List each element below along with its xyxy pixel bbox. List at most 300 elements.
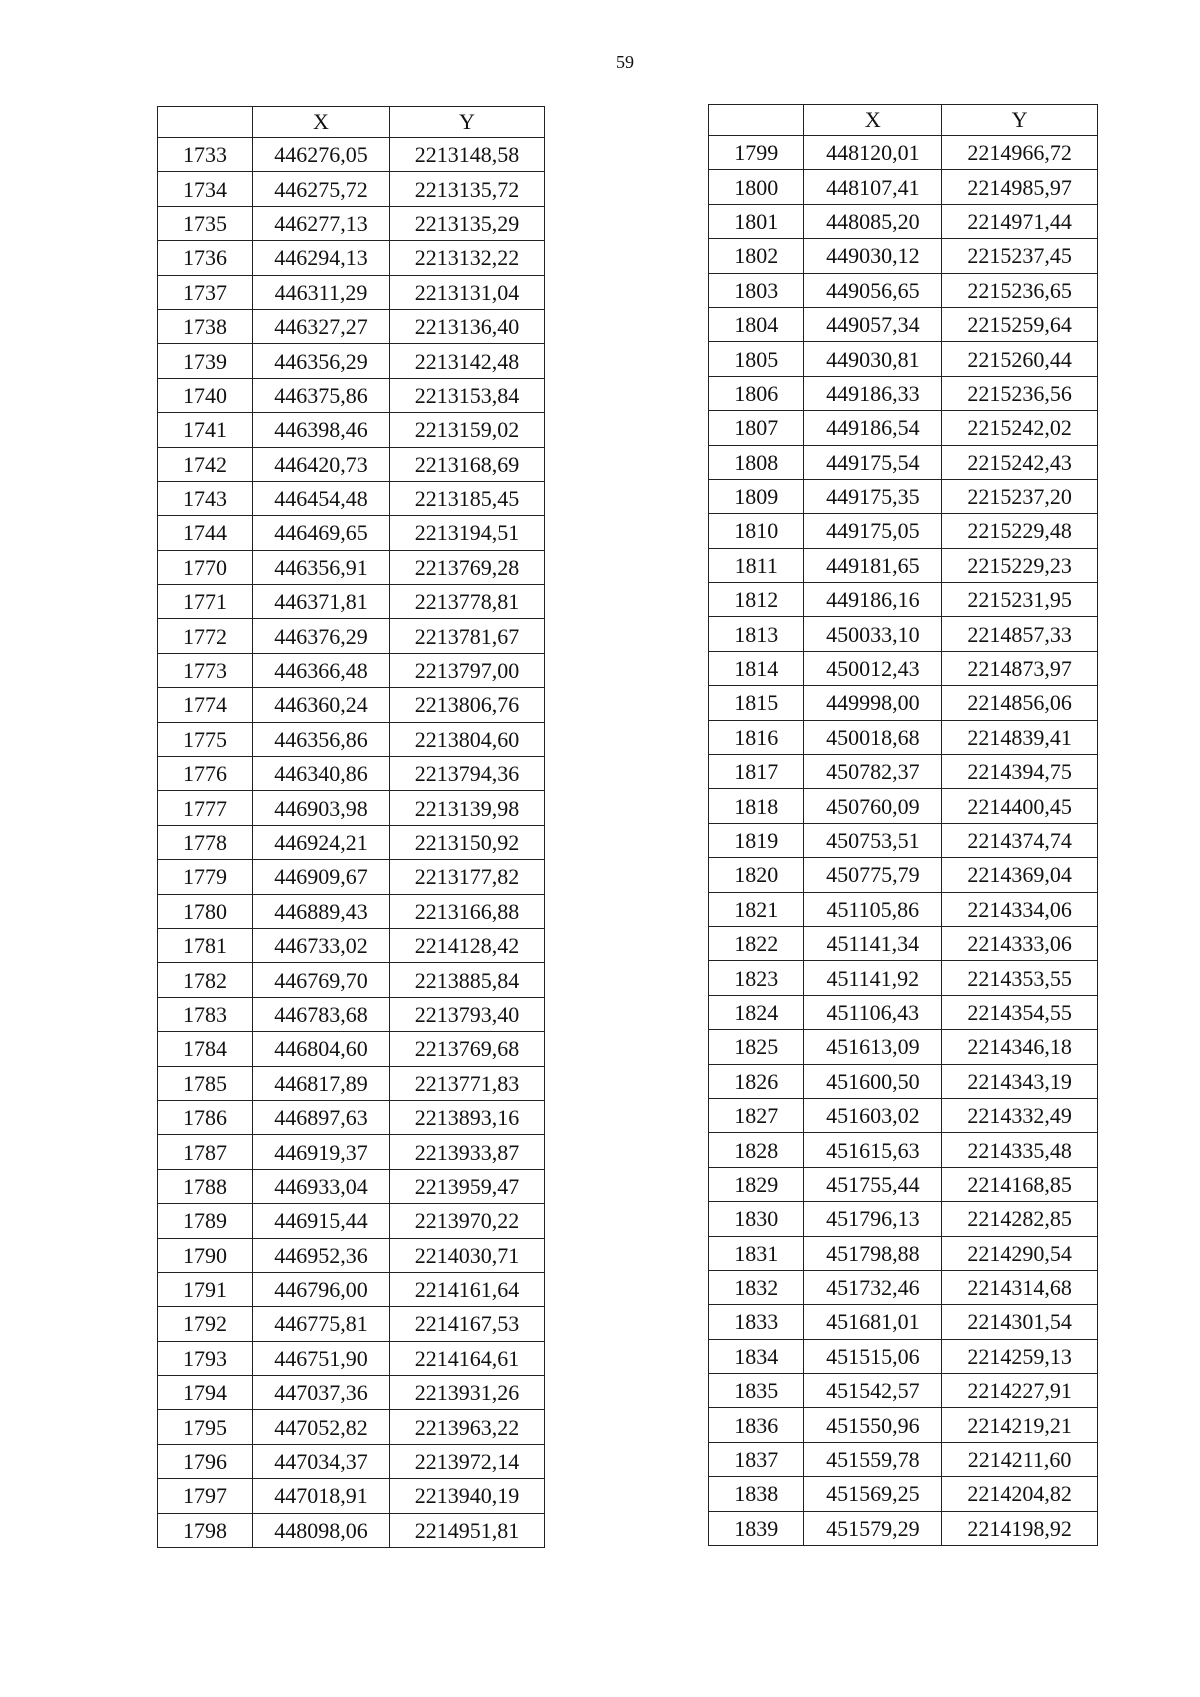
- point-number-cell: 1742: [158, 447, 253, 481]
- y-coordinate-cell: 2215260,44: [942, 342, 1098, 376]
- table-row: [158, 1032, 545, 1066]
- point-number-cell: 1802: [709, 239, 804, 273]
- table-row: [709, 1374, 1098, 1408]
- point-number-cell: 1809: [709, 479, 804, 513]
- y-coordinate-cell: 2213806,76: [390, 688, 545, 722]
- table-row: [709, 445, 1098, 479]
- table-header-row: [158, 107, 545, 138]
- table-row: [709, 961, 1098, 995]
- x-coordinate-cell: 449186,33: [804, 376, 942, 410]
- y-coordinate-cell: 2214394,75: [942, 755, 1098, 789]
- table-row: [158, 791, 545, 825]
- point-number-cell: 1823: [709, 961, 804, 995]
- x-coordinate-cell: 450012,43: [804, 651, 942, 685]
- table-row: [709, 1098, 1098, 1132]
- point-number-cell: 1821: [709, 892, 804, 926]
- y-coordinate-cell: 2213931,26: [390, 1376, 545, 1410]
- y-coordinate-cell: 2213166,88: [390, 894, 545, 928]
- x-coordinate-cell: 451141,92: [804, 961, 942, 995]
- point-number-cell: 1803: [709, 273, 804, 307]
- x-coordinate-cell: 449186,54: [804, 411, 942, 445]
- x-coordinate-cell: 446420,73: [253, 447, 390, 481]
- y-coordinate-cell: 2213771,83: [390, 1066, 545, 1100]
- table-row: [709, 858, 1098, 892]
- y-coordinate-cell: 2213194,51: [390, 516, 545, 550]
- x-coordinate-cell: 449030,81: [804, 342, 942, 376]
- point-number-cell: 1801: [709, 204, 804, 238]
- x-coordinate-cell: 449057,34: [804, 307, 942, 341]
- point-number-cell: 1787: [158, 1135, 253, 1169]
- table-row: [158, 1238, 545, 1272]
- table-row: [709, 892, 1098, 926]
- table-row: [158, 963, 545, 997]
- table-row: [709, 1133, 1098, 1167]
- table-row: [709, 239, 1098, 273]
- x-coordinate-cell: 451106,43: [804, 995, 942, 1029]
- table-row: [709, 411, 1098, 445]
- point-number-cell: 1741: [158, 413, 253, 447]
- table-row: [709, 1442, 1098, 1476]
- table-row: [158, 309, 545, 343]
- y-coordinate-cell: 2213940,19: [390, 1479, 545, 1513]
- x-coordinate-cell: 446733,02: [253, 928, 390, 962]
- x-coordinate-cell: 449175,05: [804, 514, 942, 548]
- y-coordinate-cell: 2215229,23: [942, 548, 1098, 582]
- x-coordinate-cell: 449030,12: [804, 239, 942, 273]
- y-coordinate-cell: 2213972,14: [390, 1444, 545, 1478]
- table-row: [158, 619, 545, 653]
- table-row: [158, 688, 545, 722]
- y-coordinate-cell: 2213185,45: [390, 481, 545, 515]
- table-row: [709, 1270, 1098, 1304]
- column-header-x: X: [804, 105, 942, 136]
- x-coordinate-cell: 446398,46: [253, 413, 390, 447]
- y-coordinate-cell: 2213804,60: [390, 722, 545, 756]
- table-row: [709, 583, 1098, 617]
- x-coordinate-cell: 451798,88: [804, 1236, 942, 1270]
- y-coordinate-cell: 2213132,22: [390, 241, 545, 275]
- point-number-cell: 1779: [158, 860, 253, 894]
- table-row: [709, 307, 1098, 341]
- y-coordinate-cell: 2215236,65: [942, 273, 1098, 307]
- y-coordinate-cell: 2213136,40: [390, 309, 545, 343]
- point-number-cell: 1800: [709, 170, 804, 204]
- table-row: [158, 550, 545, 584]
- point-number-cell: 1798: [158, 1513, 253, 1547]
- x-coordinate-cell: 450782,37: [804, 755, 942, 789]
- x-coordinate-cell: 451579,29: [804, 1511, 942, 1545]
- point-number-cell: 1744: [158, 516, 253, 550]
- x-coordinate-cell: 446952,36: [253, 1238, 390, 1272]
- x-coordinate-cell: 451550,96: [804, 1408, 942, 1442]
- x-coordinate-cell: 446356,91: [253, 550, 390, 584]
- y-coordinate-cell: 2214346,18: [942, 1030, 1098, 1064]
- y-coordinate-cell: 2214168,85: [942, 1167, 1098, 1201]
- table-row: [709, 273, 1098, 307]
- x-coordinate-cell: 446751,90: [253, 1341, 390, 1375]
- table-row: [709, 1030, 1098, 1064]
- point-number-cell: 1806: [709, 376, 804, 410]
- y-coordinate-cell: 2214290,54: [942, 1236, 1098, 1270]
- point-number-cell: 1735: [158, 206, 253, 240]
- y-coordinate-cell: 2213794,36: [390, 757, 545, 791]
- x-coordinate-cell: 446915,44: [253, 1204, 390, 1238]
- y-coordinate-cell: 2215242,02: [942, 411, 1098, 445]
- table-row: [158, 1100, 545, 1134]
- x-coordinate-cell: 446769,70: [253, 963, 390, 997]
- table-row: [158, 860, 545, 894]
- y-coordinate-cell: 2215237,20: [942, 479, 1098, 513]
- x-coordinate-cell: 446375,86: [253, 378, 390, 412]
- y-coordinate-cell: 2214227,91: [942, 1374, 1098, 1408]
- point-number-cell: 1819: [709, 823, 804, 857]
- point-number-cell: 1811: [709, 548, 804, 582]
- y-coordinate-cell: 2213153,84: [390, 378, 545, 412]
- y-coordinate-cell: 2213893,16: [390, 1100, 545, 1134]
- column-header-y: Y: [390, 107, 545, 138]
- x-coordinate-cell: 449175,54: [804, 445, 942, 479]
- point-number-cell: 1770: [158, 550, 253, 584]
- point-number-cell: 1796: [158, 1444, 253, 1478]
- x-coordinate-cell: 446327,27: [253, 309, 390, 343]
- point-number-cell: 1736: [158, 241, 253, 275]
- y-coordinate-cell: 2213963,22: [390, 1410, 545, 1444]
- point-number-cell: 1777: [158, 791, 253, 825]
- y-coordinate-cell: 2213139,98: [390, 791, 545, 825]
- y-coordinate-cell: 2214164,61: [390, 1341, 545, 1375]
- point-number-cell: 1816: [709, 720, 804, 754]
- x-coordinate-cell: 446897,63: [253, 1100, 390, 1134]
- table-row: [158, 1513, 545, 1547]
- x-coordinate-cell: 446919,37: [253, 1135, 390, 1169]
- y-coordinate-cell: 2214334,06: [942, 892, 1098, 926]
- point-number-cell: 1778: [158, 825, 253, 859]
- point-number-cell: 1817: [709, 755, 804, 789]
- x-coordinate-cell: 447018,91: [253, 1479, 390, 1513]
- y-coordinate-cell: 2214198,92: [942, 1511, 1098, 1545]
- y-coordinate-cell: 2214857,33: [942, 617, 1098, 651]
- y-coordinate-cell: 2215237,45: [942, 239, 1098, 273]
- y-coordinate-cell: 2215229,48: [942, 514, 1098, 548]
- point-number-cell: 1815: [709, 686, 804, 720]
- table-row: [158, 172, 545, 206]
- x-coordinate-cell: 446469,65: [253, 516, 390, 550]
- x-coordinate-cell: 451542,57: [804, 1374, 942, 1408]
- point-number-cell: 1831: [709, 1236, 804, 1270]
- table-row: [709, 204, 1098, 238]
- point-number-cell: 1829: [709, 1167, 804, 1201]
- table-row: [709, 1339, 1098, 1373]
- point-number-cell: 1805: [709, 342, 804, 376]
- point-number-cell: 1835: [709, 1374, 804, 1408]
- point-number-cell: 1792: [158, 1307, 253, 1341]
- column-header-point: [709, 105, 804, 136]
- table-row: [709, 1236, 1098, 1270]
- table-row: [158, 1307, 545, 1341]
- point-number-cell: 1790: [158, 1238, 253, 1272]
- y-coordinate-cell: 2214839,41: [942, 720, 1098, 754]
- point-number-cell: 1794: [158, 1376, 253, 1410]
- point-number-cell: 1776: [158, 757, 253, 791]
- table-row: [709, 1477, 1098, 1511]
- point-number-cell: 1738: [158, 309, 253, 343]
- y-coordinate-cell: 2213793,40: [390, 997, 545, 1031]
- point-number-cell: 1830: [709, 1202, 804, 1236]
- x-coordinate-cell: 451681,01: [804, 1305, 942, 1339]
- x-coordinate-cell: 451732,46: [804, 1270, 942, 1304]
- table-row: [158, 413, 545, 447]
- column-header-point: [158, 107, 253, 138]
- point-number-cell: 1799: [709, 136, 804, 170]
- y-coordinate-cell: 2214333,06: [942, 926, 1098, 960]
- x-coordinate-cell: 447037,36: [253, 1376, 390, 1410]
- table-row: [158, 1272, 545, 1306]
- point-number-cell: 1788: [158, 1169, 253, 1203]
- x-coordinate-cell: 446275,72: [253, 172, 390, 206]
- y-coordinate-cell: 2214353,55: [942, 961, 1098, 995]
- coordinates-table-left: [157, 106, 545, 1548]
- point-number-cell: 1771: [158, 585, 253, 619]
- point-number-cell: 1822: [709, 926, 804, 960]
- point-number-cell: 1828: [709, 1133, 804, 1167]
- table-row: [158, 1410, 545, 1444]
- y-coordinate-cell: 2213778,81: [390, 585, 545, 619]
- table-row: [709, 376, 1098, 410]
- table-row: [158, 344, 545, 378]
- table-row: [158, 275, 545, 309]
- table-row: [158, 653, 545, 687]
- y-coordinate-cell: 2213148,58: [390, 138, 545, 172]
- point-number-cell: 1836: [709, 1408, 804, 1442]
- y-coordinate-cell: 2215259,64: [942, 307, 1098, 341]
- y-coordinate-cell: 2213131,04: [390, 275, 545, 309]
- table-row: [709, 1305, 1098, 1339]
- point-number-cell: 1834: [709, 1339, 804, 1373]
- point-number-cell: 1775: [158, 722, 253, 756]
- table-row: [709, 136, 1098, 170]
- x-coordinate-cell: 451613,09: [804, 1030, 942, 1064]
- x-coordinate-cell: 448085,20: [804, 204, 942, 238]
- point-number-cell: 1833: [709, 1305, 804, 1339]
- table-row: [158, 825, 545, 859]
- y-coordinate-cell: 2214971,44: [942, 204, 1098, 238]
- x-coordinate-cell: 446924,21: [253, 825, 390, 859]
- y-coordinate-cell: 2215242,43: [942, 445, 1098, 479]
- x-coordinate-cell: 446903,98: [253, 791, 390, 825]
- table-row: [158, 516, 545, 550]
- table-row: [158, 757, 545, 791]
- point-number-cell: 1808: [709, 445, 804, 479]
- point-number-cell: 1781: [158, 928, 253, 962]
- x-coordinate-cell: 446933,04: [253, 1169, 390, 1203]
- table-row: [709, 995, 1098, 1029]
- x-coordinate-cell: 446277,13: [253, 206, 390, 240]
- x-coordinate-cell: 446804,60: [253, 1032, 390, 1066]
- x-coordinate-cell: 450018,68: [804, 720, 942, 754]
- x-coordinate-cell: 451569,25: [804, 1477, 942, 1511]
- x-coordinate-cell: 449186,16: [804, 583, 942, 617]
- point-number-cell: 1734: [158, 172, 253, 206]
- y-coordinate-cell: 2213959,47: [390, 1169, 545, 1203]
- table-row: [709, 1408, 1098, 1442]
- x-coordinate-cell: 446817,89: [253, 1066, 390, 1100]
- table-header-row: [709, 105, 1098, 136]
- table-row: [709, 514, 1098, 548]
- y-coordinate-cell: 2213168,69: [390, 447, 545, 481]
- y-coordinate-cell: 2213933,87: [390, 1135, 545, 1169]
- table-row: [709, 1511, 1098, 1545]
- y-coordinate-cell: 2213177,82: [390, 860, 545, 894]
- y-coordinate-cell: 2214161,64: [390, 1272, 545, 1306]
- point-number-cell: 1774: [158, 688, 253, 722]
- point-number-cell: 1804: [709, 307, 804, 341]
- x-coordinate-cell: 448098,06: [253, 1513, 390, 1547]
- y-coordinate-cell: 2214354,55: [942, 995, 1098, 1029]
- column-header-y: Y: [942, 105, 1098, 136]
- y-coordinate-cell: 2214985,97: [942, 170, 1098, 204]
- x-coordinate-cell: 451755,44: [804, 1167, 942, 1201]
- table-row: [158, 1135, 545, 1169]
- x-coordinate-cell: 450775,79: [804, 858, 942, 892]
- y-coordinate-cell: 2213885,84: [390, 963, 545, 997]
- table-row: [158, 378, 545, 412]
- x-coordinate-cell: 451615,63: [804, 1133, 942, 1167]
- y-coordinate-cell: 2215231,95: [942, 583, 1098, 617]
- y-coordinate-cell: 2213150,92: [390, 825, 545, 859]
- table-row: [709, 686, 1098, 720]
- table-row: [709, 1202, 1098, 1236]
- table-row: [158, 1479, 545, 1513]
- y-coordinate-cell: 2214167,53: [390, 1307, 545, 1341]
- y-coordinate-cell: 2214856,06: [942, 686, 1098, 720]
- table-row: [709, 1064, 1098, 1098]
- point-number-cell: 1814: [709, 651, 804, 685]
- y-coordinate-cell: 2214211,60: [942, 1442, 1098, 1476]
- y-coordinate-cell: 2214282,85: [942, 1202, 1098, 1236]
- point-number-cell: 1791: [158, 1272, 253, 1306]
- y-coordinate-cell: 2214301,54: [942, 1305, 1098, 1339]
- point-number-cell: 1807: [709, 411, 804, 445]
- x-coordinate-cell: 449175,35: [804, 479, 942, 513]
- y-coordinate-cell: 2214128,42: [390, 928, 545, 962]
- point-number-cell: 1737: [158, 275, 253, 309]
- point-number-cell: 1832: [709, 1270, 804, 1304]
- x-coordinate-cell: 446454,48: [253, 481, 390, 515]
- y-coordinate-cell: 2213970,22: [390, 1204, 545, 1238]
- x-coordinate-cell: 446889,43: [253, 894, 390, 928]
- y-coordinate-cell: 2213781,67: [390, 619, 545, 653]
- table-row: [709, 651, 1098, 685]
- table-row: [158, 1341, 545, 1375]
- table-row: [158, 722, 545, 756]
- point-number-cell: 1739: [158, 344, 253, 378]
- point-number-cell: 1773: [158, 653, 253, 687]
- x-coordinate-cell: 446360,24: [253, 688, 390, 722]
- y-coordinate-cell: 2215236,56: [942, 376, 1098, 410]
- x-coordinate-cell: 446356,29: [253, 344, 390, 378]
- y-coordinate-cell: 2213797,00: [390, 653, 545, 687]
- point-number-cell: 1785: [158, 1066, 253, 1100]
- table-row: [158, 894, 545, 928]
- coordinates-table-right: [708, 104, 1098, 1546]
- table-row: [709, 170, 1098, 204]
- x-coordinate-cell: 448120,01: [804, 136, 942, 170]
- x-coordinate-cell: 446366,48: [253, 653, 390, 687]
- page-number: 59: [616, 52, 634, 72]
- point-number-cell: 1813: [709, 617, 804, 651]
- y-coordinate-cell: 2214400,45: [942, 789, 1098, 823]
- y-coordinate-cell: 2214335,48: [942, 1133, 1098, 1167]
- point-number-cell: 1782: [158, 963, 253, 997]
- point-number-cell: 1795: [158, 1410, 253, 1444]
- y-coordinate-cell: 2213135,29: [390, 206, 545, 240]
- table-row: [709, 823, 1098, 857]
- point-number-cell: 1789: [158, 1204, 253, 1238]
- table-row: [709, 1167, 1098, 1201]
- y-coordinate-cell: 2213135,72: [390, 172, 545, 206]
- x-coordinate-cell: 446276,05: [253, 138, 390, 172]
- y-coordinate-cell: 2213769,68: [390, 1032, 545, 1066]
- point-number-cell: 1824: [709, 995, 804, 1029]
- y-coordinate-cell: 2214030,71: [390, 1238, 545, 1272]
- y-coordinate-cell: 2214204,82: [942, 1477, 1098, 1511]
- x-coordinate-cell: 447052,82: [253, 1410, 390, 1444]
- table-row: [709, 926, 1098, 960]
- point-number-cell: 1826: [709, 1064, 804, 1098]
- table-row: [709, 548, 1098, 582]
- table-row: [709, 479, 1098, 513]
- x-coordinate-cell: 449056,65: [804, 273, 942, 307]
- point-number-cell: 1786: [158, 1100, 253, 1134]
- x-coordinate-cell: 446783,68: [253, 997, 390, 1031]
- x-coordinate-cell: 451559,78: [804, 1442, 942, 1476]
- x-coordinate-cell: 451105,86: [804, 892, 942, 926]
- x-coordinate-cell: 451515,06: [804, 1339, 942, 1373]
- table-row: [158, 241, 545, 275]
- x-coordinate-cell: 451796,13: [804, 1202, 942, 1236]
- table-row: [158, 997, 545, 1031]
- y-coordinate-cell: 2213142,48: [390, 344, 545, 378]
- table-row: [158, 138, 545, 172]
- table-row: [709, 755, 1098, 789]
- y-coordinate-cell: 2214332,49: [942, 1098, 1098, 1132]
- x-coordinate-cell: 446775,81: [253, 1307, 390, 1341]
- x-coordinate-cell: 449181,65: [804, 548, 942, 582]
- x-coordinate-cell: 446371,81: [253, 585, 390, 619]
- point-number-cell: 1780: [158, 894, 253, 928]
- x-coordinate-cell: 446796,00: [253, 1272, 390, 1306]
- table-row: [158, 447, 545, 481]
- x-coordinate-cell: 450033,10: [804, 617, 942, 651]
- point-number-cell: 1839: [709, 1511, 804, 1545]
- point-number-cell: 1810: [709, 514, 804, 548]
- y-coordinate-cell: 2214873,97: [942, 651, 1098, 685]
- x-coordinate-cell: 446909,67: [253, 860, 390, 894]
- table-row: [158, 928, 545, 962]
- y-coordinate-cell: 2214343,19: [942, 1064, 1098, 1098]
- y-coordinate-cell: 2213159,02: [390, 413, 545, 447]
- y-coordinate-cell: 2214951,81: [390, 1513, 545, 1547]
- x-coordinate-cell: 449998,00: [804, 686, 942, 720]
- y-coordinate-cell: 2214966,72: [942, 136, 1098, 170]
- point-number-cell: 1812: [709, 583, 804, 617]
- table-row: [158, 1169, 545, 1203]
- x-coordinate-cell: 447034,37: [253, 1444, 390, 1478]
- x-coordinate-cell: 446311,29: [253, 275, 390, 309]
- x-coordinate-cell: 446340,86: [253, 757, 390, 791]
- point-number-cell: 1783: [158, 997, 253, 1031]
- table-row: [709, 342, 1098, 376]
